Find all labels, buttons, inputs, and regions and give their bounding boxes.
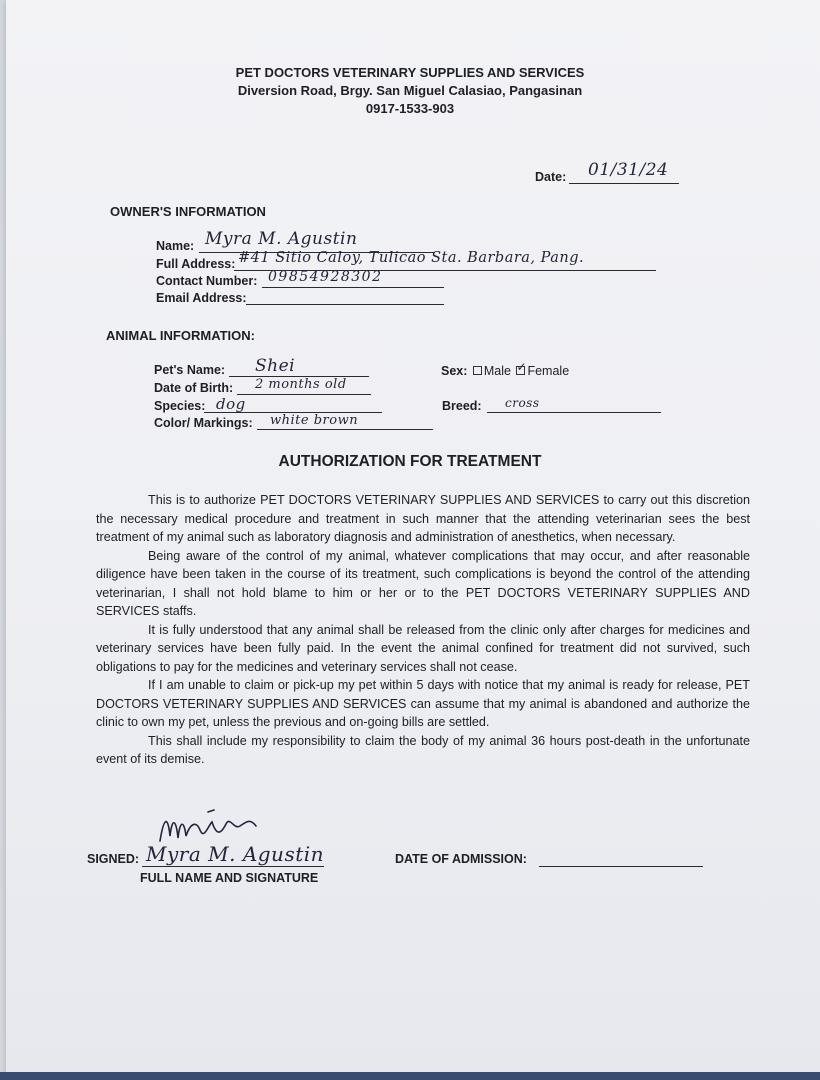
- breed-value[interactable]: cross: [505, 396, 540, 410]
- owner-name-value[interactable]: Myra M. Agustin: [205, 229, 358, 249]
- pet-name-label: Pet's Name:: [154, 363, 226, 377]
- owner-email-line: [246, 304, 444, 305]
- signature-line: [142, 866, 324, 867]
- species-label: Species:: [154, 399, 206, 413]
- male-checkbox[interactable]: [473, 366, 482, 375]
- dob-value[interactable]: 2 months old: [255, 377, 347, 392]
- authorization-paragraph: Being aware of the control of my animal, whatever complications that may occur, and after reasonable diligence have been taken in the course of its treatment, such complications is beyond the control of the attending veterinarian, I shall not hold blame to him or her or to the PET DOCTORS VETERINARY SUPPLIES AND SERVICES staffs.: [96, 548, 750, 618]
- owner-name-label: Name:: [156, 239, 195, 253]
- color-value[interactable]: white brown: [270, 413, 359, 428]
- owner-section-title: OWNER'S INFORMATION: [110, 204, 266, 219]
- breed-line: [487, 412, 661, 413]
- date-label: Date:: [535, 170, 567, 184]
- dob-label: Date of Birth:: [154, 381, 234, 395]
- animal-section-title: ANIMAL INFORMATION:: [106, 328, 255, 343]
- authorization-title: AUTHORIZATION FOR TREATMENT: [278, 453, 542, 470]
- color-label: Color/ Markings:: [154, 416, 253, 430]
- owner-email-label: Email Address:: [156, 291, 247, 305]
- sex-field: [441, 360, 570, 378]
- desk-edge: [0, 1072, 820, 1080]
- male-option-label: Male: [483, 364, 511, 378]
- pet-name-value[interactable]: Shei: [255, 356, 296, 376]
- dob-line: [237, 394, 371, 395]
- female-checkbox[interactable]: [516, 360, 527, 375]
- signed-name-value[interactable]: Myra M. Agustin: [146, 842, 325, 866]
- color-line: [257, 429, 433, 430]
- female-option-label: Female: [527, 364, 570, 378]
- date-value[interactable]: 01/31/24: [588, 160, 669, 180]
- owner-address-value[interactable]: #41 Sitio Caloy, Tulicao Sta. Barbara, Pang.: [238, 250, 585, 266]
- check-mark-icon: ✓: [516, 360, 527, 375]
- owner-contact-label: Contact Number:: [156, 274, 258, 288]
- owner-contact-line: [262, 287, 444, 288]
- authorization-body: [96, 491, 750, 769]
- date-line: [569, 183, 679, 184]
- business-name: PET DOCTORS VETERINARY SUPPLIES AND SERVICES: [235, 65, 585, 80]
- breed-label: Breed:: [442, 399, 482, 413]
- business-address: Diversion Road, Brgy. San Miguel Calasiao, Pangasinan: [237, 83, 583, 98]
- authorization-paragraph: If I am unable to claim or pick-up my pet within 5 days with notice that my animal is ready for release, PET DOCTORS VETERINARY SUPPLIES AND SERVICES can assume that my animal is abandoned and authorize the clinic to own my pet, unless the previous and on-going bills are settled.: [96, 678, 750, 729]
- owner-address-label: Full Address:: [156, 257, 236, 271]
- admission-date-line: [539, 866, 703, 867]
- admission-date-label: DATE OF ADMISSION:: [395, 852, 527, 866]
- sex-label: Sex:: [441, 364, 468, 378]
- owner-contact-value[interactable]: 09854928302: [268, 269, 383, 285]
- authorization-paragraph: It is fully understood that any animal shall be released from the clinic only after charges for medicines and veterinary services have been fully paid. In the event the animal confined for treatment did not survived, such obligations to pay for the medicines and veterinary services shall not cease.: [96, 622, 750, 674]
- authorization-paragraph: This is to authorize PET DOCTORS VETERINARY SUPPLIES AND SERVICES to carry out this discretion the necessary medical procedure and treatment in such manner that the attending veterinarian sees the best treatment of my animal such as laboratory diagnosis and administration of anesthetics, when necessary.: [96, 493, 750, 544]
- signature-caption: FULL NAME AND SIGNATURE: [140, 871, 319, 885]
- signed-label: SIGNED:: [87, 852, 140, 866]
- authorization-paragraph: This shall include my responsibility to claim the body of my animal 36 hours post-death in the unfortunate event of its demise.: [96, 733, 750, 766]
- species-value[interactable]: dog: [216, 395, 246, 413]
- business-phone: 0917-1533-903: [365, 101, 455, 116]
